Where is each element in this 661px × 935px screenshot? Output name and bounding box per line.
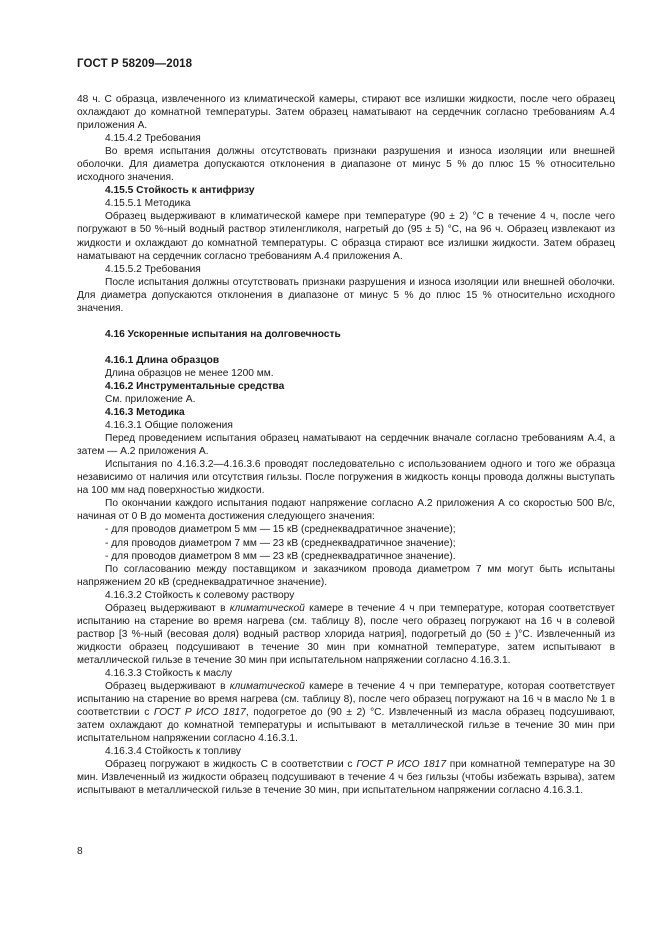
paragraph: После испытания должны отсутствовать признаки разрушения и износа изоляции или внешней оболочки. Для диаметра допускаются отклонения в диапазоне от минус 5 % до плюс 15 % относительно исходного значения. <box>77 276 615 314</box>
text-run: Образец выдерживают в <box>105 681 230 693</box>
paragraph: 48 ч. С образца, извлеченного из климатической камеры, стирают все излишки жидкости, после чего образец охлаждают до комнатной температуры. Затем образец наматывают на сердечник согласно требованиям А.4 приложения А. <box>77 94 615 132</box>
subsection-heading: 4.16.3.3 Стойкость к маслу <box>105 667 233 679</box>
text-run: камере в течение 4 ч при температуре, которая соответствует испытанию на старение во время нагрева (см. таблицу 8), после чего образец погружают на 16 ч в солевой раствор [3 %-ный (весовая доля) водный раствор хлорида натрия], подогретый до (50 ± )°С. Извлеченный из жидкости образец подсушивают в течение 30 мин при комнатной температуре, затем испытывают в металлической гильзе в течение 30 мин при испытательном напряжении согласно 4.16.3.1. <box>77 602 616 666</box>
paragraph: По окончании каждого испытания подают напряжение согласно А.2 приложения А со скоростью 500 В/с, начиная от 0 В до момента достижения следующего значения: <box>77 498 615 523</box>
subsection-heading: 4.15.5.1 Методика <box>105 198 191 210</box>
section-heading: 4.16.3 Методика <box>105 407 185 419</box>
list-item: - для проводов диаметром 5 мм — 15 кВ (среднеквадратичное значение); <box>105 524 456 536</box>
subsection-heading: 4.15.4.2 Требования <box>105 133 201 145</box>
text-run: Образец погружают в жидкость С в соответствии с <box>105 759 357 771</box>
subsection-heading: 4.16.3.4 Стойкость к топливу <box>105 746 241 758</box>
section-heading: 4.15.5 Стойкость к антифризу <box>105 185 255 197</box>
subsection-heading: 4.16.3.2 Стойкость к солевому раствору <box>105 589 295 601</box>
list-item: - для проводов диаметром 8 мм — 23 кВ (среднеквадратичное значение). <box>105 550 456 562</box>
italic-text-run: климатической <box>229 681 305 693</box>
paragraph: См. приложение А. <box>105 393 196 405</box>
paragraph: Образец выдерживают в климатической камере при температуре (90 ± 2) °С в течение 4 ч, после чего погружают в 50 %-ный водный раствор этиленгликоля, нагретый до (95 ± 5) °С, на 96 ч. Образец извлекают из жидкости и охлаждают до комнатной температуры. С образца стирают все излишки жидкости. Затем образец наматывают на сердечник согласно требованиям А.4 приложения А. <box>77 211 615 262</box>
paragraph <box>77 602 615 667</box>
paragraph: Длина образцов не менее 1200 мм. <box>105 367 274 379</box>
page-body <box>77 93 615 797</box>
section-heading: 4.16 Ускоренные испытания на долговечность <box>105 328 341 340</box>
text-run: при комнатной температуре на 30 мин. Извлеченный из жидкости образец подсушивают в течение 4 ч без гильзы (чтобы избежать взрыва), затем испытывают в металлической гильзе в течение 30 мин, при испытательном напряжении согласно 4.16.3.1. <box>77 759 615 797</box>
standard-reference: ГОСТ Р ИСО 1817 <box>153 707 246 719</box>
section-heading: 4.16.2 Инструментальные средства <box>105 380 285 392</box>
standard-reference: ГОСТ Р ИСО 1817 <box>356 759 446 771</box>
subsection-heading: 4.15.5.2 Требования <box>105 263 201 275</box>
italic-text-run: климатической <box>229 602 305 614</box>
text-run: , подогретое до (90 ± 2) °С. Извлеченный из масла образец подсушивают, затем охлаждают до комнатной температуры и испытывают в металлической гильзе в течение 30 мин при испытательном напряжении согласно 4.16.3.1. <box>77 707 616 745</box>
paragraph <box>77 680 615 745</box>
paragraph: Перед проведением испытания образец наматывают на сердечник вначале согласно требованиям А.4, а затем — А.2 приложения А. <box>77 433 615 458</box>
section-heading: 4.16.1 Длина образцов <box>105 354 220 366</box>
paragraph: По согласованию между поставщиком и заказчиком провода диаметром 7 мм могут быть испытаны напряжением 20 кВ (среднеквадратичное значение). <box>77 563 615 588</box>
list-item: - для проводов диаметром 7 мм — 23 кВ (среднеквадратичное значение); <box>105 537 456 549</box>
paragraph: Испытания по 4.16.3.2—4.16.3.6 проводят последовательно с использованием одного и того же образца независимо от наличия или отсутствия гильзы. После погружения в жидкость концы провода должны выступать на 100 мм над поверхностью жидкости. <box>77 459 615 497</box>
subsection-heading: 4.16.3.1 Общие положения <box>105 420 233 432</box>
page-number: 8 <box>77 846 83 857</box>
paragraph <box>77 758 615 797</box>
text-run: Образец выдерживают в <box>105 602 230 614</box>
paragraph: Во время испытания должны отсутствовать признаки разрушения и износа изоляции или внешней оболочки. Для диаметра допускаются отклонения в диапазоне от минус 5 % до плюс 15 % относительно исходного значения. <box>77 146 615 184</box>
text-run: камере в течение 4 ч при температуре, которая соответствует испытанию на старение во время нагрева (см. таблицу 8), после чего образец погружают на 16 ч в масло № 1 в соответствии с <box>77 681 616 719</box>
document-header: ГОСТ Р 58209—2018 <box>77 58 193 70</box>
